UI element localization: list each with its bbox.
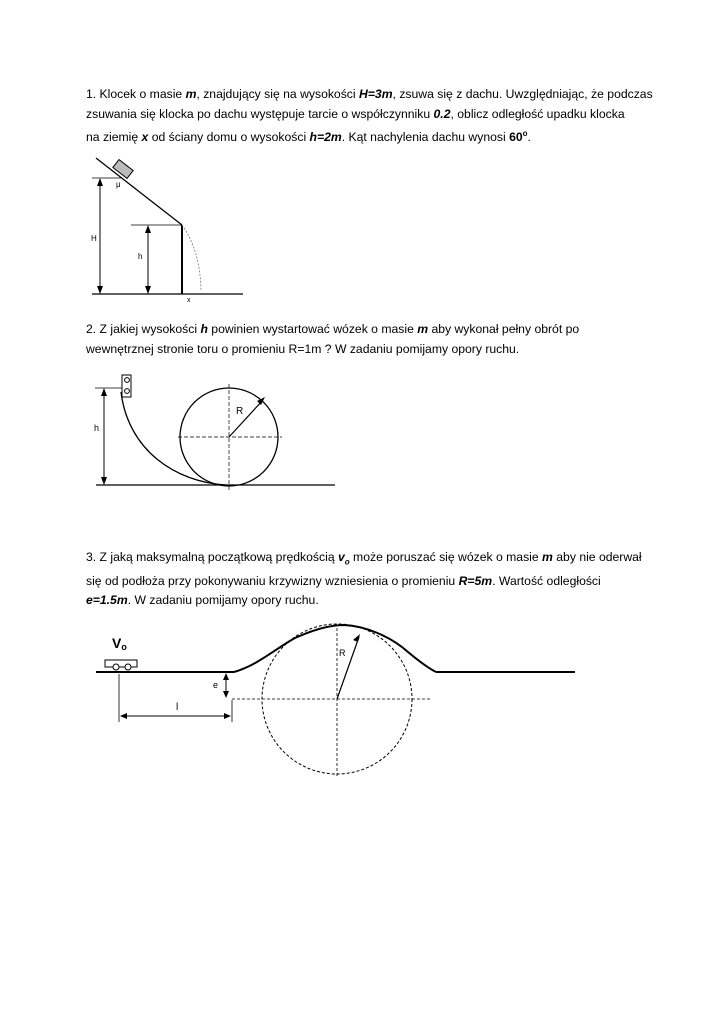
text-segment: h xyxy=(200,322,208,336)
text-segment: na ziemię xyxy=(86,130,142,145)
text-segment: 3. Z jaką maksymalną początkową prędkością xyxy=(86,550,338,564)
text-segment: 0.2 xyxy=(433,106,451,121)
text-segment: m xyxy=(542,550,553,564)
text-segment: o xyxy=(522,129,528,138)
text-segment: R=5m xyxy=(458,573,493,588)
text-segment: , zsuwa się z dachu. Uwzględniając, że podczas xyxy=(392,87,653,101)
text-segment: H=3m xyxy=(359,87,393,101)
v0-label: Vo xyxy=(112,635,127,652)
R-label: R xyxy=(339,648,346,658)
l-label: l xyxy=(176,702,179,713)
text-segment: aby wykonał pełny obrót po xyxy=(428,322,580,336)
text-segment: , oblicz odległość upadku klocka xyxy=(450,106,625,121)
text-segment: 2. Z jakiej wysokości xyxy=(86,322,201,336)
text-segment: . xyxy=(527,130,531,145)
h-label: h xyxy=(94,423,100,433)
text-segment: , znajdujący się na wysokości xyxy=(196,87,359,101)
H-label: H xyxy=(91,234,97,243)
text-segment: e=1.5m xyxy=(86,593,128,608)
mu-label: μ xyxy=(116,180,121,189)
text-segment: 60 xyxy=(509,130,523,145)
text-segment: v xyxy=(338,550,345,564)
text-segment: aby nie oderwał xyxy=(552,550,642,564)
text-segment: zsuwania się klocka po dachu występuje tarcie o współczynniku xyxy=(86,106,434,121)
text-segment: . Wartość odległości xyxy=(492,573,601,588)
e-label: e xyxy=(213,680,219,690)
x-label: x xyxy=(187,297,191,304)
text-segment: . Kąt nachylenia dachu wynosi xyxy=(341,130,510,145)
text-segment: . W zadaniu pomijamy opory ruchu. xyxy=(127,593,319,608)
text-segment: m xyxy=(185,87,197,101)
text-segment: się od podłoża przy pokonywaniu krzywizny wzniesienia o promieniu xyxy=(86,573,459,588)
text-segment: o xyxy=(344,557,350,567)
text-segment: x xyxy=(141,130,149,145)
text-segment: powinien wystartować wózek o masie xyxy=(207,322,418,336)
cart-icon xyxy=(105,660,137,670)
text-segment: może poruszać się wózek o masie xyxy=(349,550,543,564)
R-label: R xyxy=(236,406,244,417)
text-segment: h=2m xyxy=(309,130,342,145)
text-segment: 1. Klocek o masie xyxy=(86,87,186,101)
h-label: h xyxy=(138,252,143,261)
text-segment: wewnętrznej stronie toru o promieniu R=1m ? W zadaniu pomijamy opory ruchu. xyxy=(86,341,520,356)
text-segment: od ściany domu o wysokości xyxy=(148,130,310,145)
text-segment: m xyxy=(417,322,429,336)
